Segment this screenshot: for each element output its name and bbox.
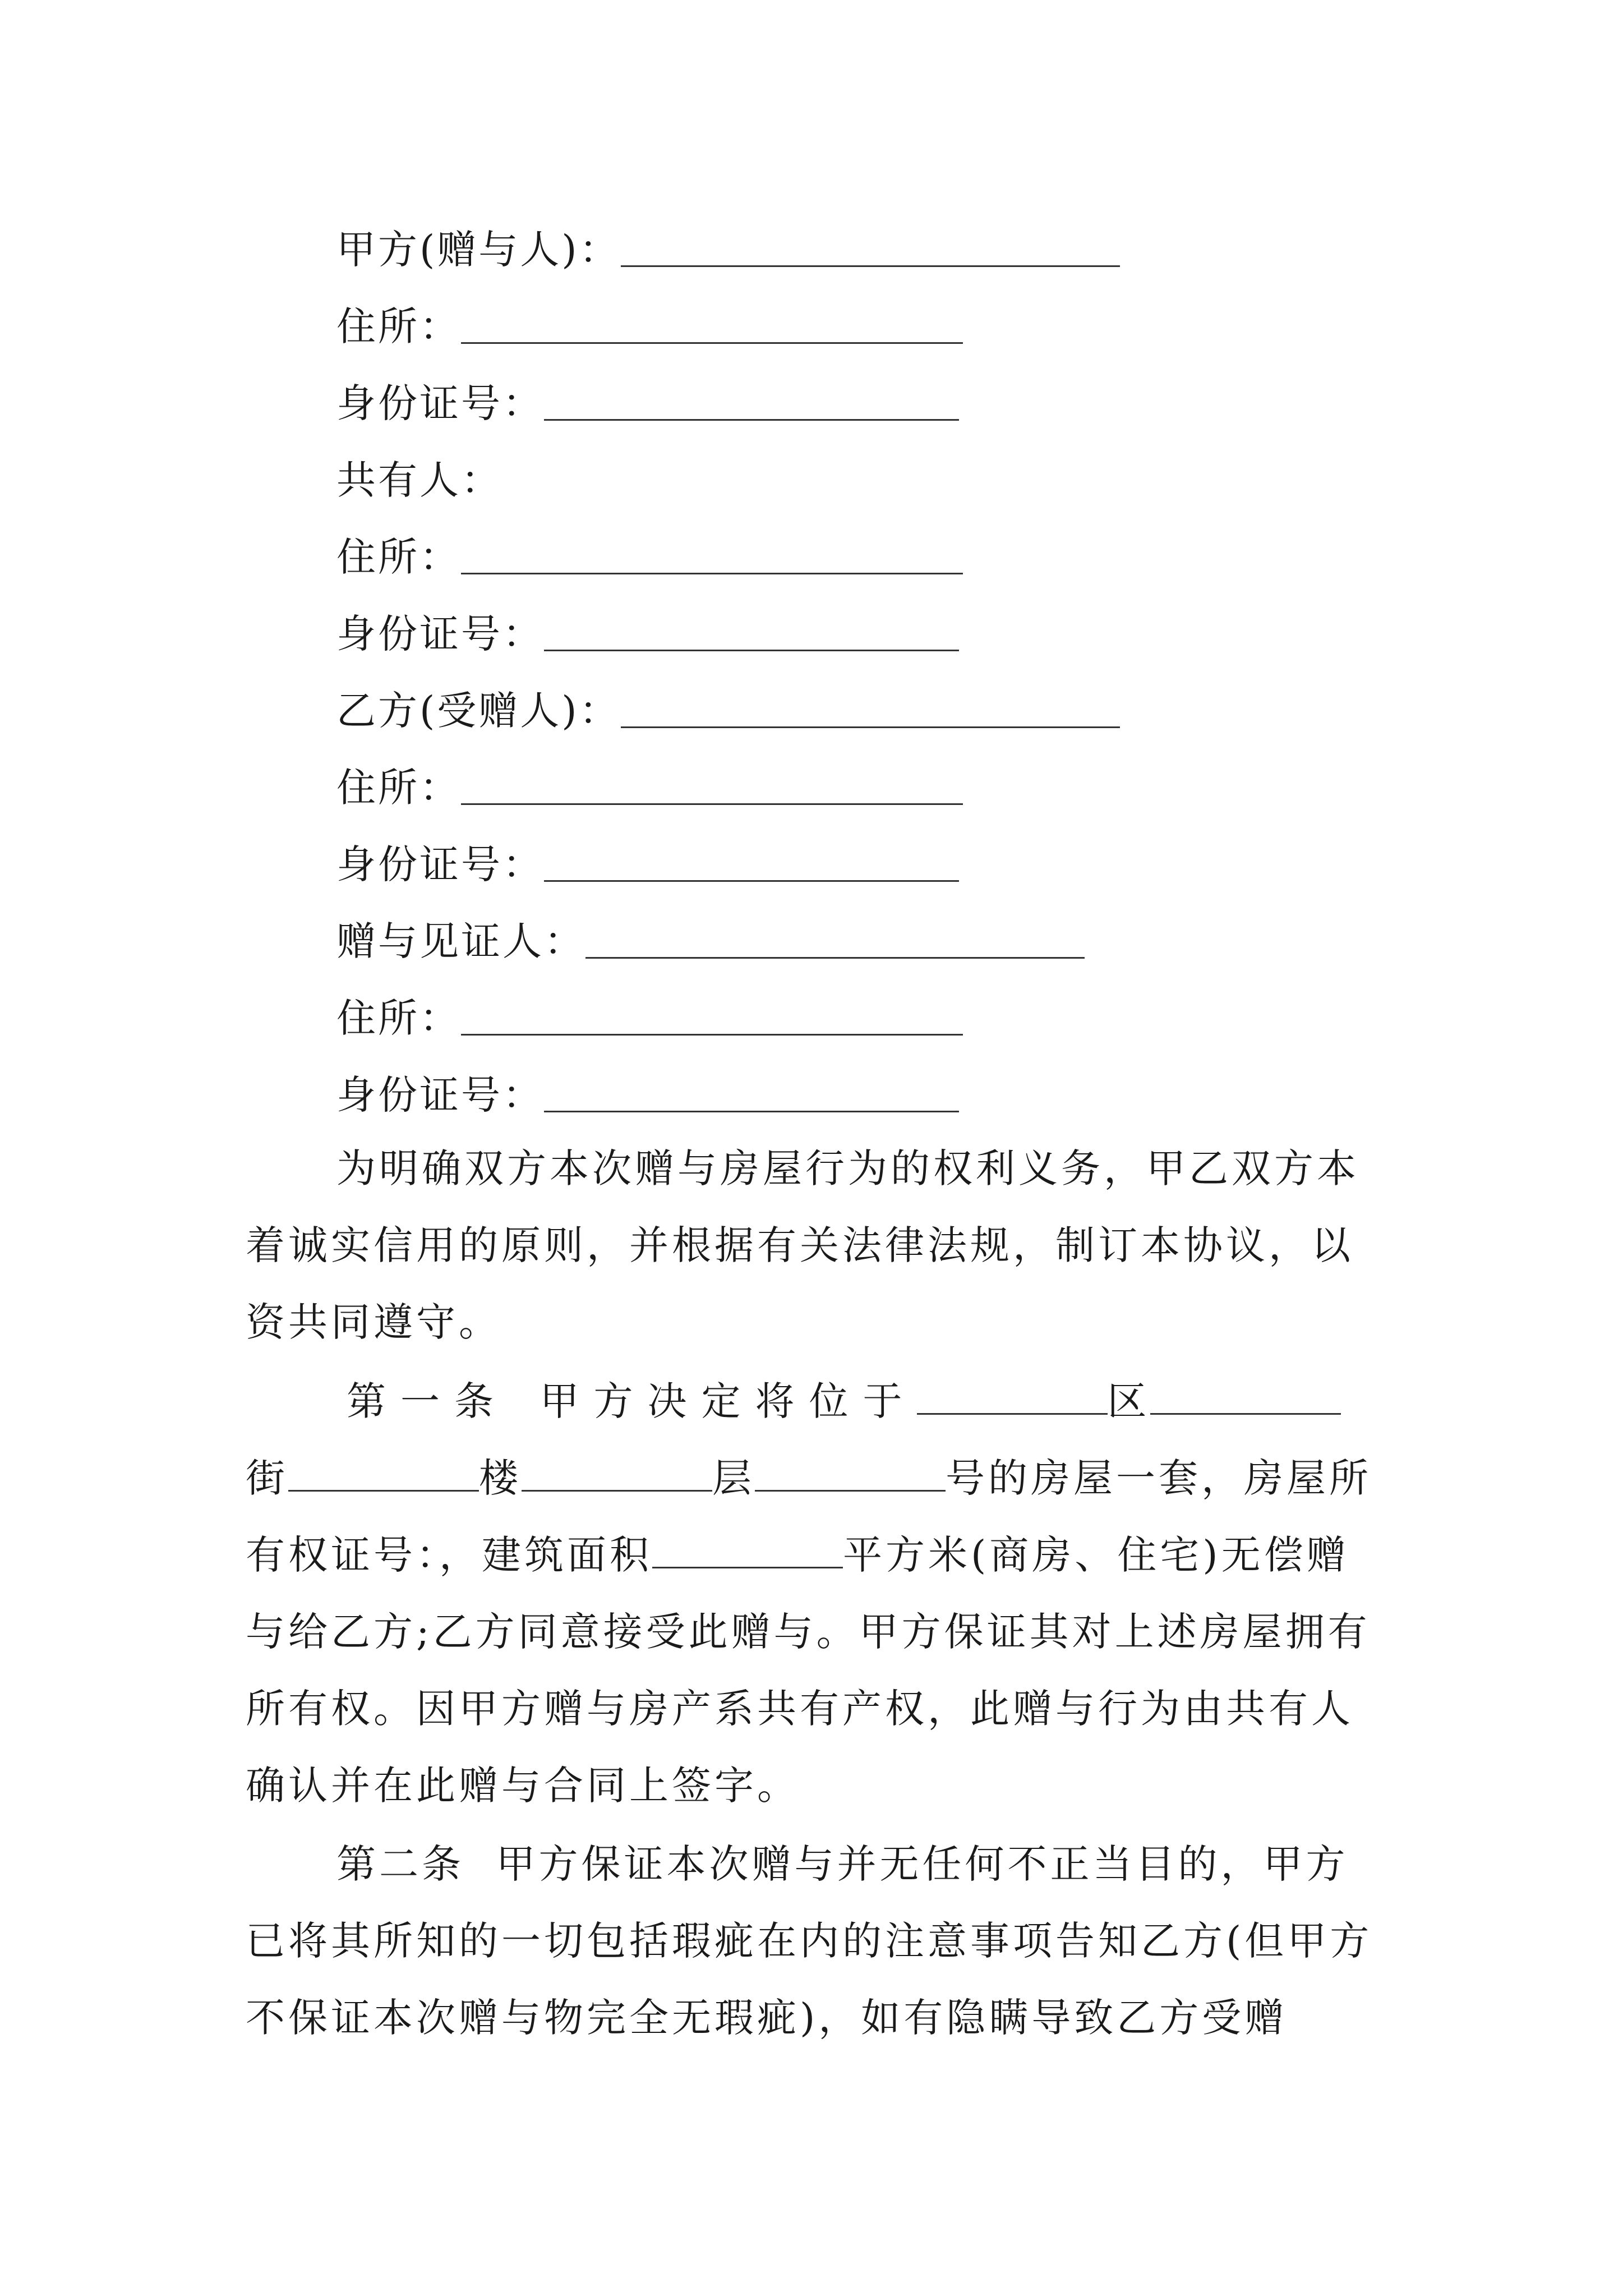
witness-address-label: 住所： bbox=[336, 995, 461, 1041]
coowner-id-blank[interactable] bbox=[544, 650, 959, 651]
district-blank[interactable] bbox=[917, 1413, 1108, 1415]
donee-address-field bbox=[336, 746, 963, 811]
donor-address-field bbox=[336, 284, 963, 349]
building-blank[interactable] bbox=[288, 1490, 479, 1492]
article-2-title: 第二条 bbox=[336, 1841, 464, 1887]
intro-paragraph bbox=[246, 1130, 1378, 1361]
coowner-label: 共有人： bbox=[336, 457, 502, 503]
article-1-floor: 层 bbox=[712, 1455, 755, 1501]
donor-address-label: 住所： bbox=[336, 303, 461, 349]
article-1-text-c: 平方米(商房、住宅)无偿赠与给乙方;乙方同意接受此赠与。甲方保证其对上述房屋拥有所有权。因甲方赠与房产系共有产权，此赠与行为由共有人确认并在此赠与合同上签字。 bbox=[246, 1532, 1371, 1809]
donee-name-field bbox=[336, 669, 1120, 734]
donor-id-label: 身份证号： bbox=[336, 380, 544, 426]
donee-name-label: 乙方(受赠人)： bbox=[336, 688, 621, 734]
article-1-title: 第一条 bbox=[347, 1378, 508, 1424]
article-1-paragraph bbox=[246, 1363, 1378, 1824]
number-blank[interactable] bbox=[755, 1490, 946, 1492]
street-blank[interactable] bbox=[1150, 1413, 1341, 1415]
article-1-text-b: 号的房屋一套，房屋所有权证号：，建筑面积 bbox=[246, 1455, 1372, 1578]
donor-name-blank[interactable] bbox=[621, 265, 1120, 267]
coowner-id-field bbox=[336, 592, 959, 657]
coowner-field bbox=[336, 438, 502, 503]
witness-address-field bbox=[336, 976, 963, 1041]
donee-address-blank[interactable] bbox=[461, 803, 963, 805]
witness-name-blank[interactable] bbox=[585, 957, 1085, 959]
coowner-address-label: 住所： bbox=[336, 534, 461, 580]
donor-name-field bbox=[336, 208, 1120, 273]
witness-name-field bbox=[336, 899, 1085, 964]
donor-id-field bbox=[336, 361, 959, 426]
donee-id-field bbox=[336, 822, 959, 887]
donee-id-blank[interactable] bbox=[544, 880, 959, 882]
article-1-text-a: 甲方决定将位于 bbox=[540, 1378, 917, 1424]
witness-id-blank[interactable] bbox=[544, 1111, 959, 1112]
coowner-id-label: 身份证号： bbox=[336, 611, 544, 657]
intro-text: 为明确双方本次赠与房屋行为的权利义务，甲乙双方本着诚实信用的原则，并根据有关法律法规，制订本协议，以资共同遵守。 bbox=[246, 1145, 1359, 1345]
article-1-street: 街 bbox=[246, 1455, 288, 1501]
article-2-paragraph bbox=[246, 1826, 1378, 2056]
coowner-address-field bbox=[336, 515, 963, 580]
witness-address-blank[interactable] bbox=[461, 1034, 963, 1036]
donor-name-label: 甲方(赠与人)： bbox=[336, 227, 621, 273]
donee-id-label: 身份证号： bbox=[336, 841, 544, 887]
article-1-building: 楼 bbox=[479, 1455, 522, 1501]
article-2-text: 甲方保证本次赠与并无任何不正当目的，甲方已将其所知的一切包括瑕疵在内的注意事项告知乙方(但甲方不保证本次赠与物完全无瑕疵)，如有隐瞒导致乙方受赠 bbox=[246, 1841, 1373, 2041]
witness-id-field bbox=[336, 1053, 959, 1118]
floor-blank[interactable] bbox=[522, 1490, 712, 1492]
donor-address-blank[interactable] bbox=[461, 342, 963, 344]
witness-id-label: 身份证号： bbox=[336, 1072, 544, 1118]
donor-id-blank[interactable] bbox=[544, 419, 959, 421]
donee-address-label: 住所： bbox=[336, 765, 461, 811]
article-1-district: 区 bbox=[1107, 1378, 1150, 1424]
donee-name-blank[interactable] bbox=[621, 726, 1120, 728]
witness-name-label: 赠与见证人： bbox=[336, 918, 585, 964]
area-blank[interactable] bbox=[652, 1567, 843, 1568]
coowner-address-blank[interactable] bbox=[461, 573, 963, 574]
